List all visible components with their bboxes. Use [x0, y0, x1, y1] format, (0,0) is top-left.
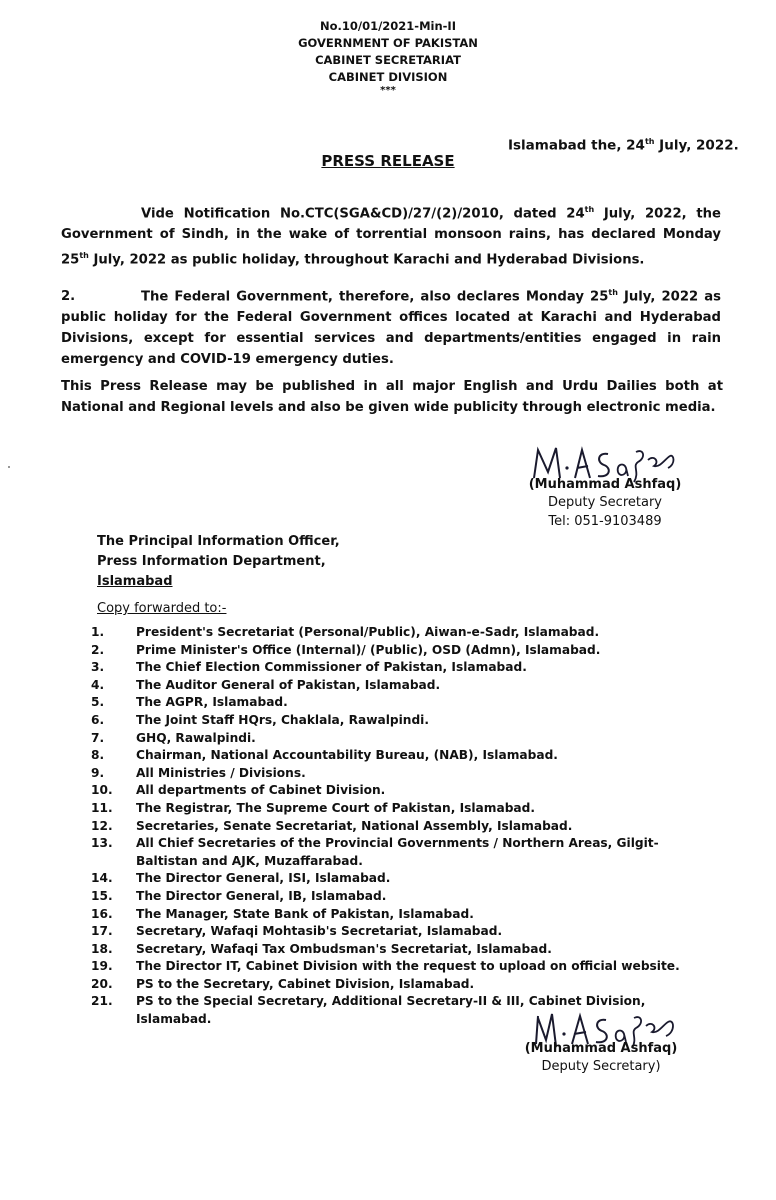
list-item: 13. All Chief Secretaries of the Provincial Governments / Northern Areas, Gilgit-Baltistan and AJK, Muzaffarabad.: [91, 836, 659, 868]
header-ornament: ***: [380, 85, 396, 96]
list-item: 20. PS to the Secretary, Cabinet Division, Islamabad.: [91, 976, 475, 991]
reference-number: No.10/01/2021-Min-II: [320, 19, 456, 33]
paragraph-1: Vide Notification No.CTC(SGA&CD)/27/(2)/2010, dated 24th July, 2022, the Government of Sindh, in the wake of torrential monsoon rains, has declared Monday 25th July, 2022 as public holiday, throughout Karachi and Hyderabad Divisions.: [61, 205, 721, 268]
copy-list: [91, 624, 681, 1029]
list-item: 6. The Joint Staff HQrs, Chaklala, Rawalpindi.: [91, 712, 429, 727]
list-item: 19. The Director IT, Cabinet Division with the request to upload on official website.: [91, 959, 680, 974]
list-item: 1. President's Secretariat (Personal/Public), Aiwan-e-Sadr, Islamabad.: [91, 625, 600, 639]
addressee-city: Islamabad: [97, 574, 173, 589]
secretariat-heading: CABINET SECRETARIAT: [315, 53, 461, 67]
signatory-name: (Muhammad Ashfaq): [524, 1041, 678, 1056]
government-heading: GOVERNMENT OF PAKISTAN: [298, 36, 478, 50]
addressee-line: Press Information Department,: [97, 554, 326, 569]
addressee-block: [97, 532, 340, 592]
addressee-line: The Principal Information Officer,: [97, 534, 340, 549]
signatory-telephone: Tel: 051-9103489: [548, 514, 662, 529]
list-item: 18. Secretary, Wafaqi Tax Ombudsman's Secretariat, Islamabad.: [91, 941, 552, 956]
list-item: 11. The Registrar, The Supreme Court of Pakistan, Islamabad.: [91, 800, 535, 815]
document-title: PRESS RELEASE: [321, 152, 455, 170]
scan-speck: [8, 466, 10, 468]
list-item: 17. Secretary, Wafaqi Mohtasib's Secretariat, Islamabad.: [91, 924, 503, 939]
list-item: 12. Secretaries, Senate Secretariat, National Assembly, Islamabad.: [91, 818, 573, 833]
date-line: Islamabad the, 24th July, 2022.: [508, 137, 739, 154]
paragraph-number: 2.: [61, 289, 76, 305]
signature-block-1: [520, 438, 690, 531]
paragraph-3: This Press Release may be published in all major English and Urdu Dailies both at National and Regional levels and also be given wide publicity through electronic media.: [61, 379, 723, 415]
signatory-name: (Muhammad Ashfaq): [528, 477, 682, 492]
list-item: 16. The Manager, State Bank of Pakistan, Islamabad.: [91, 906, 474, 921]
signature-block-2: [516, 1002, 686, 1076]
list-item: 4. The Auditor General of Pakistan, Islamabad.: [91, 677, 441, 692]
list-item: 7. GHQ, Rawalpindi.: [91, 730, 256, 745]
list-item: 2. Prime Minister's Office (Internal)/ (Public), OSD (Admn), Islamabad.: [91, 642, 601, 657]
list-item: 15. The Director General, IB, Islamabad.: [91, 888, 387, 903]
list-item: 8. Chairman, National Accountability Bureau, (NAB), Islamabad.: [91, 748, 558, 763]
paragraph-2: 2. The Federal Government, therefore, also declares Monday 25th July, 2022 as public holiday for the Federal Government offices located at Karachi and Hyderabad Divisions, except for essential services and departments/entities engaged in rain emergency and COVID-19 emergency duties.: [61, 288, 722, 368]
division-heading: CABINET DIVISION: [328, 70, 448, 84]
letterhead: [0, 18, 776, 96]
list-item: 21. PS to the Special Secretary, Additional Secretary-II & III, Cabinet Division, Islamabad.: [91, 994, 646, 1027]
signatory-designation: Deputy Secretary: [548, 495, 662, 510]
list-item: 5. The AGPR, Islamabad.: [91, 695, 288, 710]
signatory-designation: Deputy Secretary): [541, 1059, 661, 1074]
list-item: 9. All Ministries / Divisions.: [91, 765, 306, 780]
list-item: 10. All departments of Cabinet Division.: [91, 783, 386, 798]
list-item: 14. The Director General, ISI, Islamabad.: [91, 871, 391, 886]
copy-forwarded-heading: Copy forwarded to:-: [97, 601, 227, 616]
list-item: 3. The Chief Election Commissioner of Pakistan, Islamabad.: [91, 660, 527, 675]
